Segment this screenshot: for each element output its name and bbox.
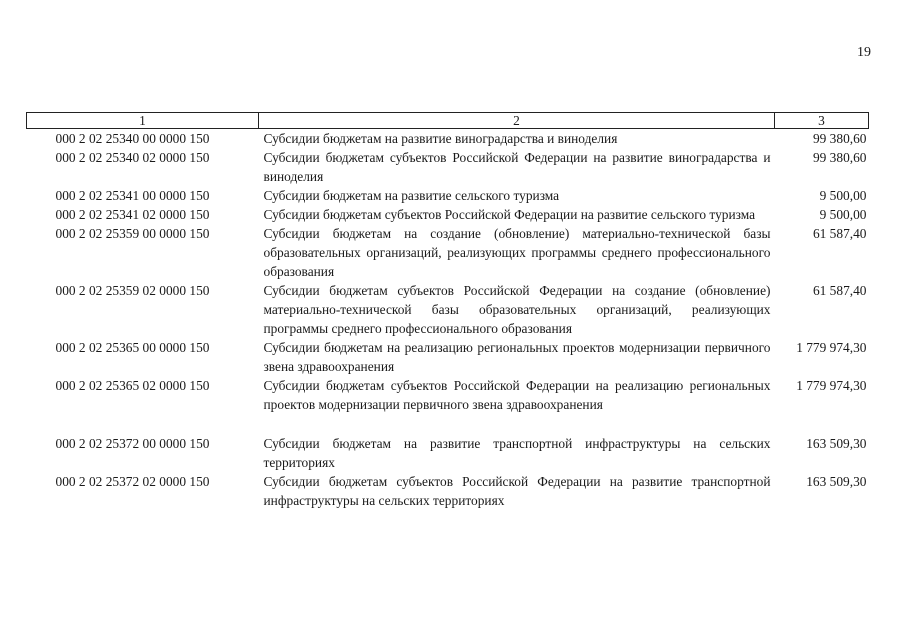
row-code: 000 2 02 25359 00 0000 150 xyxy=(55,226,210,241)
row-amount: 61 587,40 xyxy=(812,226,867,241)
row-amount: 9 500,00 xyxy=(819,188,867,203)
header-col-amount: 3 xyxy=(775,113,869,129)
table-row xyxy=(27,205,869,224)
header-col-name: 2 xyxy=(259,113,775,129)
header-col-code: 1 xyxy=(27,113,259,129)
table-row xyxy=(27,186,869,205)
row-name: Субсидии бюджетам субъектов Российской Федерации на развитие виноградарства и виноделия xyxy=(263,150,771,184)
header-row xyxy=(27,113,869,129)
budget-table xyxy=(26,112,869,510)
row-name: Субсидии бюджетам на создание (обновление) материально-технической базы образовательных организаций, реализующих программы среднего профессионального образования xyxy=(263,226,771,279)
table-row xyxy=(27,129,869,149)
table-row xyxy=(27,281,869,338)
row-amount: 9 500,00 xyxy=(819,207,867,222)
row-amount: 99 380,60 xyxy=(812,131,867,146)
table-row xyxy=(27,472,869,510)
row-code: 000 2 02 25341 02 0000 150 xyxy=(55,207,210,222)
row-name: Субсидии бюджетам субъектов Российской Федерации на развитие сельского туризма xyxy=(263,207,756,222)
table-row xyxy=(27,376,869,414)
row-code: 000 2 02 25372 02 0000 150 xyxy=(55,474,210,489)
row-code: 000 2 02 25365 00 0000 150 xyxy=(55,340,210,355)
row-amount: 1 779 974,30 xyxy=(796,378,867,393)
row-name: Субсидии бюджетам на развитие виноградарства и виноделия xyxy=(263,131,618,146)
table-row xyxy=(27,148,869,186)
row-code: 000 2 02 25365 02 0000 150 xyxy=(55,378,210,393)
row-amount: 163 509,30 xyxy=(806,436,867,451)
table-body xyxy=(27,129,869,511)
table-row xyxy=(27,414,869,472)
row-amount: 163 509,30 xyxy=(806,474,867,489)
row-amount: 1 779 974,30 xyxy=(796,340,867,355)
row-name: Субсидии бюджетам субъектов Российской Федерации на реализацию региональных проектов модернизации первичного звена здравоохранения xyxy=(263,378,771,412)
table-row xyxy=(27,338,869,376)
row-name: Субсидии бюджетам на реализацию региональных проектов модернизации первичного звена здравоохранения xyxy=(263,340,771,374)
table-header xyxy=(27,113,869,129)
row-name: Субсидии бюджетам субъектов Российской Федерации на развитие транспортной инфраструктуры на сельских территориях xyxy=(263,474,771,508)
row-name: Субсидии бюджетам субъектов Российской Федерации на создание (обновление) материально-технической базы образовательных организаций, реализующих программы среднего профессионального образования xyxy=(263,283,771,336)
row-amount: 61 587,40 xyxy=(812,283,867,298)
row-name: Субсидии бюджетам на развитие сельского туризма xyxy=(263,188,560,203)
row-code: 000 2 02 25340 02 0000 150 xyxy=(55,150,210,165)
row-code: 000 2 02 25340 00 0000 150 xyxy=(55,131,210,146)
row-code: 000 2 02 25359 02 0000 150 xyxy=(55,283,210,298)
page-number: 19 xyxy=(857,45,871,60)
row-name: Субсидии бюджетам на развитие транспортной инфраструктуры на сельских территориях xyxy=(263,436,771,470)
table-row xyxy=(27,224,869,281)
row-code: 000 2 02 25372 00 0000 150 xyxy=(55,436,210,451)
row-code: 000 2 02 25341 00 0000 150 xyxy=(55,188,210,203)
row-amount: 99 380,60 xyxy=(812,150,867,165)
